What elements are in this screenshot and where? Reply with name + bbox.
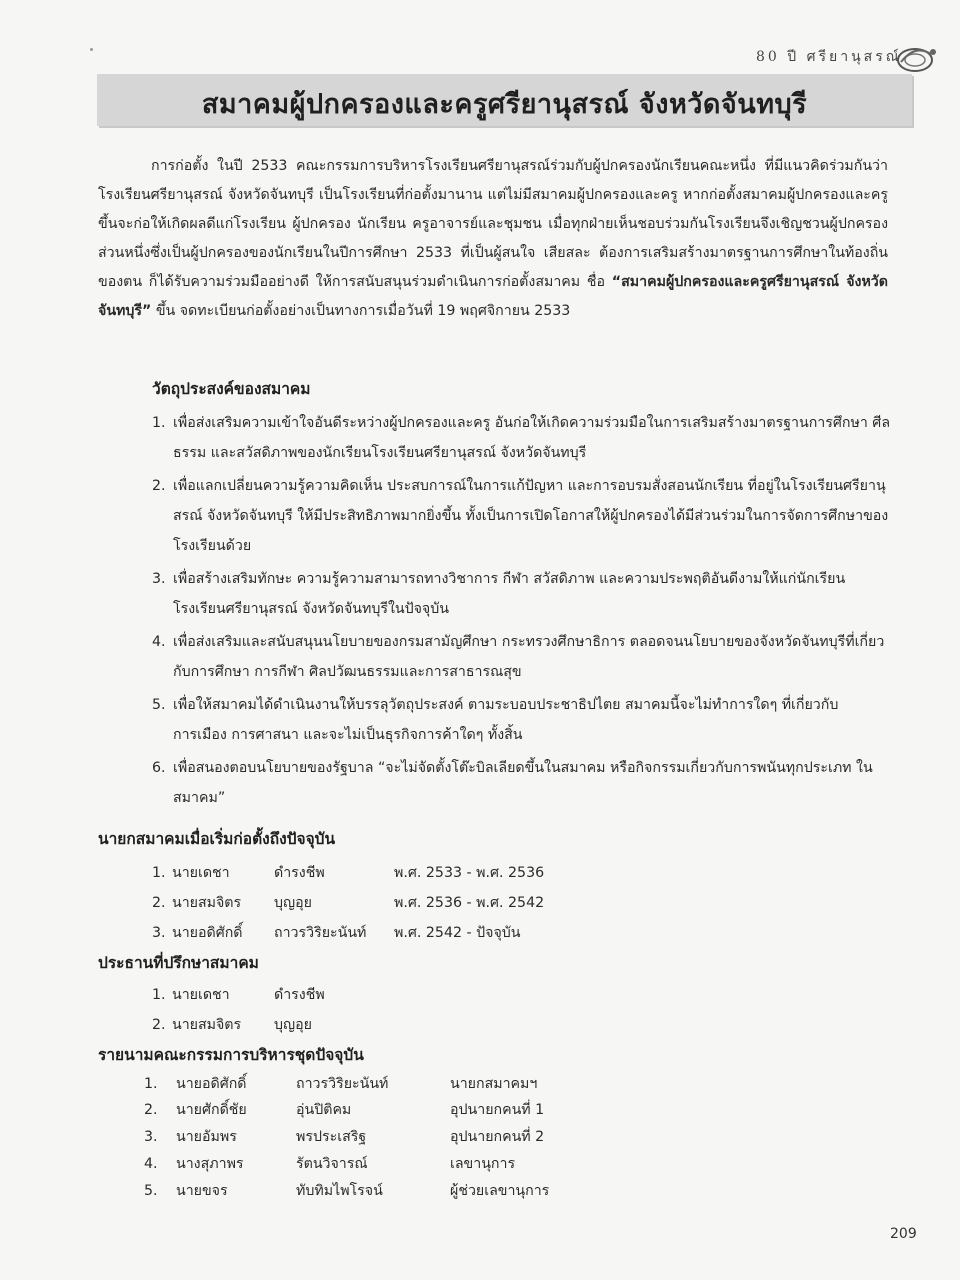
title-band — [97, 74, 912, 126]
objective-number: 2. — [152, 478, 166, 494]
objective-text: เพื่อส่งเสริมความเข้าใจอันดีระหว่างผู้ปกครองและครู อันก่อให้เกิดความร่วมมือในการเสริมสร้างมาตรฐานการศึกษา ศีลธรรม และสวัสดิภาพของนักเรียนโรงเรียนศรียานุสรณ์ จังหวัดจันทบุรี — [173, 415, 891, 461]
objective-number: 5. — [152, 697, 166, 713]
advisor-first-name: นายเดชา — [172, 987, 230, 1003]
objective-text: เพื่อส่งเสริมและสนับสนุนนโยบายของกรมสามัญศึกษา กระทรวงศึกษาธิการ ตลอดจนนโยบายของจังหวัดจันทบุรีที่เกี่ยวกับการศึกษา การกีฬา ศิลปวัฒนธรรมและการสาธารณสุข — [173, 634, 885, 680]
advisor-number: 1. — [152, 987, 166, 1003]
committee-last-name: ถาวรวิริยะนันท์ — [296, 1076, 389, 1092]
committee-heading: รายนามคณะกรรมการบริหารชุดปัจจุบัน — [98, 1046, 364, 1064]
committee-number: 2. — [144, 1102, 158, 1118]
objective-number: 4. — [152, 634, 166, 650]
objective-number: 3. — [152, 571, 166, 587]
intro-paragraph — [98, 152, 888, 326]
advisors-heading: ประธานที่ปรึกษาสมาคม — [98, 954, 259, 972]
committee-last-name: ทับทิมไพโรจน์ — [296, 1183, 383, 1199]
running-header: 80 ปี ศรียานุสรณ์ — [756, 49, 902, 65]
president-first-name: นายอดิศักดิ์ — [172, 925, 243, 941]
committee-role: นายกสมาคมฯ — [450, 1076, 538, 1092]
president-last-name: ดำรงชีพ — [274, 865, 325, 881]
intro-text: การก่อตั้ง ในปี 2533 คณะกรรมการบริหารโรงเรียนศรียานุสรณ์ร่วมกับผู้ปกครองนักเรียนคณะหนึ่ง ที่มีแนวคิดร่วมกันว่า โรงเรียนศรียานุสรณ์ จังหวัดจันทบุรี เป็นโรงเรียนที่ก่อตั้งมานาน แต่ไม่มีสมาคมผู้ปกครองและครู หากก่อตั้งสมาคมผู้ปกครองและครูขึ้นจะก่อให้เกิดผลดีแก่โรงเรียน ผู้ปกครอง นักเรียน ครูอาจารย์และชุมชน เมื่อทุกฝ่ายเห็นชอบร่วมกันโรงเรียนจึงเชิญชวนผู้ปกครองส่วนหนึ่งซึ่งเป็นผู้ปกครองของนักเรียนในปีการศึกษา 2533 ที่เป็นผู้สนใจ เสียสละ ต้องการเสริมสร้างมาตรฐานการศึกษาในท้องถิ่นของตน ก็ได้รับความร่วมมืออย่างดี ให้การสนับสนุนร่วมดำเนินการก่อตั้งสมาคม ชื่อ — [98, 158, 888, 290]
objective-item — [152, 471, 892, 561]
committee-role: ผู้ช่วยเลขานุการ — [450, 1183, 550, 1199]
objective-text: เพื่อแลกเปลี่ยนความรู้ความคิดเห็น ประสบการณ์ในการแก้ปัญหา และการอบรมสั่งสอนนักเรียน ที่อยู่ในโรงเรียนศรียานุสรณ์ จังหวัดจันทบุรี ให้มีประสิทธิภาพมากยิ่งขึ้น ทั้งเป็นการเปิดโอกาสให้ผู้ปกครองได้มีส่วนร่วมในการจัดการศึกษาของโรงเรียนด้วย — [173, 478, 889, 554]
objective-number: 1. — [152, 415, 166, 431]
president-number: 2. — [152, 895, 166, 911]
president-term: พ.ศ. 2533 - พ.ศ. 2536 — [394, 865, 545, 881]
committee-number: 5. — [144, 1183, 158, 1199]
objectives-heading: วัตถุประสงค์ของสมาคม — [152, 380, 311, 398]
committee-first-name: นายอดิศักดิ์ — [176, 1076, 247, 1092]
president-term: พ.ศ. 2536 - พ.ศ. 2542 — [394, 895, 545, 911]
objective-text: เพื่อสนองตอบนโยบายของรัฐบาล “จะไม่จัดตั้งโต๊ะบิลเลียดขึ้นในสมาคม หรือกิจกรรมเกี่ยวกับการพนันทุกประเภท ในสมาคม” — [173, 760, 873, 806]
anniversary-logo-icon — [895, 40, 939, 76]
president-number: 1. — [152, 865, 166, 881]
advisor-number: 2. — [152, 1017, 166, 1033]
objective-item — [152, 627, 892, 687]
objective-item — [152, 408, 892, 468]
objective-item — [152, 690, 892, 750]
president-first-name: นายสมจิตร — [172, 895, 242, 911]
president-last-name: ถาวรวิริยะนันท์ — [274, 925, 367, 941]
objectives-list — [152, 408, 892, 816]
objective-item — [152, 753, 892, 813]
page-title: สมาคมผู้ปกครองและครูศรียานุสรณ์ จังหวัดจันทบุรี — [201, 89, 808, 120]
committee-role: อุปนายกคนที่ 1 — [450, 1102, 545, 1118]
committee-role: อุปนายกคนที่ 2 — [450, 1129, 545, 1145]
intro-text-end: ขึ้น จดทะเบียนก่อตั้งอย่างเป็นทางการเมื่อวันที่ 19 พฤศจิกายน 2533 — [151, 303, 571, 319]
committee-number: 1. — [144, 1076, 158, 1092]
committee-first-name: นายขจร — [176, 1183, 228, 1199]
advisor-first-name: นายสมจิตร — [172, 1017, 242, 1033]
committee-first-name: นางสุภาพร — [176, 1156, 244, 1172]
page-number: 209 — [890, 1226, 917, 1242]
objective-item — [152, 564, 892, 624]
objective-text: เพื่อให้สมาคมได้ดำเนินงานให้บรรลุวัตถุประสงค์ ตามระบอบประชาธิปไตย สมาคมนี้จะไม่ทำการใดๆ ที่เกี่ยวกับการเมือง การศาสนา และจะไม่เป็นธุรกิจการค้าใดๆ ทั้งสิ้น — [173, 697, 839, 743]
committee-last-name: รัตนวิจารณ์ — [296, 1156, 368, 1172]
advisor-last-name: บุญอุย — [274, 1017, 312, 1033]
president-first-name: นายเดชา — [172, 865, 230, 881]
scan-dot — [90, 48, 93, 51]
advisor-last-name: ดำรงชีพ — [274, 987, 325, 1003]
president-last-name: บุญอุย — [274, 895, 312, 911]
committee-last-name: พรประเสริฐ — [296, 1129, 367, 1145]
committee-first-name: นายอัมพร — [176, 1129, 237, 1145]
objective-number: 6. — [152, 760, 166, 776]
president-term: พ.ศ. 2542 - ปัจจุบัน — [394, 925, 521, 941]
objective-text: เพื่อสร้างเสริมทักษะ ความรู้ความสามารถทางวิชาการ กีฬา สวัสดิภาพ และความประพฤติอันดีงามให้แก่นักเรียนโรงเรียนศรียานุสรณ์ จังหวัดจันทบุรีในปัจจุบัน — [173, 571, 846, 617]
association-name: “สมาคมผู้ปกครองและครูศรียานุสรณ์ จังหวัดจันทบุรี” — [98, 274, 888, 319]
president-number: 3. — [152, 925, 166, 941]
committee-first-name: นายศักดิ์ชัย — [176, 1102, 247, 1118]
presidents-heading: นายกสมาคมเมื่อเริ่มก่อตั้งถึงปัจจุบัน — [98, 830, 336, 848]
committee-number: 3. — [144, 1129, 158, 1145]
committee-role: เลขานุการ — [450, 1156, 516, 1172]
committee-last-name: อุ่นปิติคม — [296, 1102, 352, 1118]
committee-number: 4. — [144, 1156, 158, 1172]
